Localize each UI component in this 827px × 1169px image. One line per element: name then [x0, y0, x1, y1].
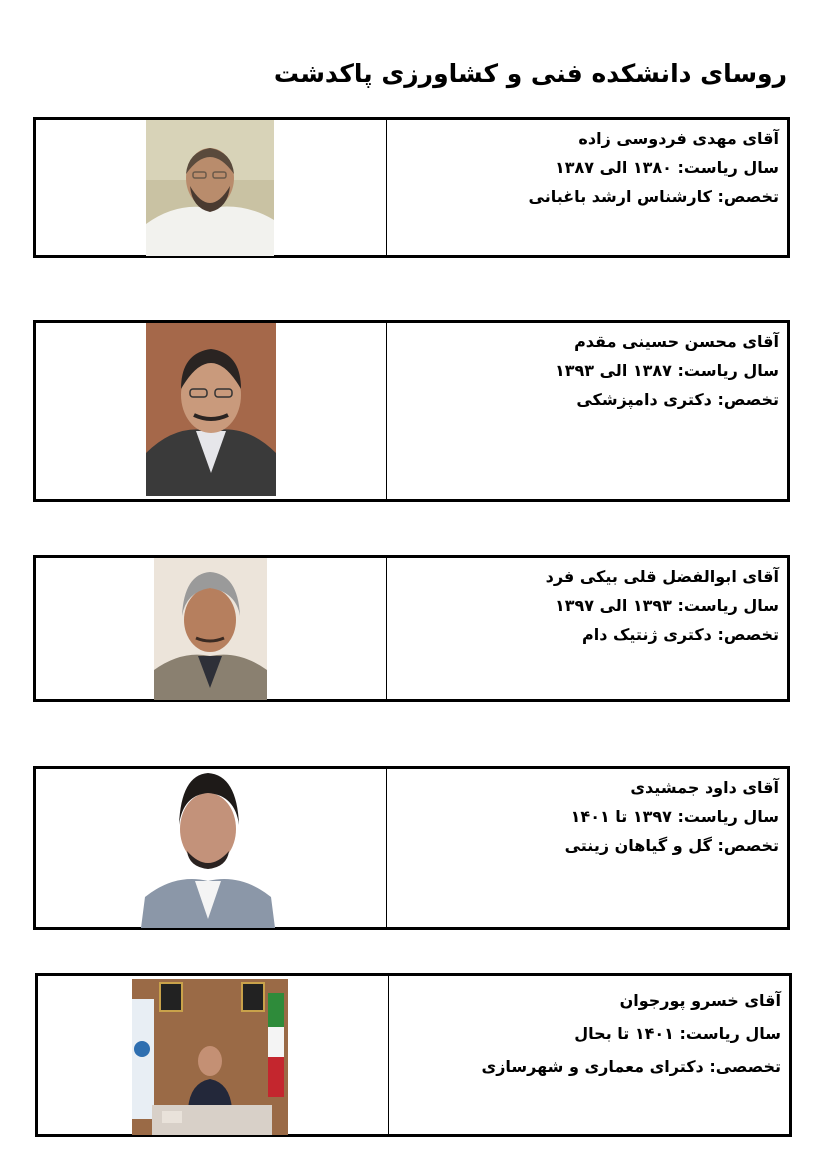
specialty-line: تخصص: کارشناس ارشد باغبانی [528, 187, 779, 206]
term-label: سال ریاست [683, 361, 779, 380]
president-photo [132, 979, 288, 1135]
president-name: آقای محسن حسینی مقدم [574, 332, 779, 351]
photo-cell [38, 976, 389, 1134]
president-info [387, 558, 787, 699]
president-card [33, 555, 790, 702]
term-label: سال ریاست [683, 596, 779, 615]
president-card [33, 766, 790, 930]
photo-cell [36, 323, 387, 499]
specialty-value: دکتری دامپزشکی [576, 390, 712, 409]
president-photo [141, 769, 275, 928]
page-title: روسای دانشکده فنی و کشاورزی پاکدشت [273, 59, 787, 88]
term-label: سال ریاست [685, 1024, 781, 1043]
president-photo [146, 323, 276, 496]
specialty-line: تخصص: دکتری ژنتیک دام [582, 625, 779, 644]
president-name: آقای داود جمشیدی [630, 778, 779, 797]
specialty-line: تخصص: گل و گیاهان زینتی [564, 836, 779, 855]
term-label: سال ریاست [683, 807, 779, 826]
president-card [33, 320, 790, 502]
specialty-line: تخصصی: دکترای معماری و شهرسازی [481, 1057, 781, 1076]
photo-cell [36, 558, 387, 699]
specialty-label: تخصص [723, 836, 779, 855]
term-line: سال ریاست: ۱۴۰۱ تا بحال [574, 1024, 781, 1043]
photo-cell [36, 769, 387, 927]
specialty-label: تخصص [723, 390, 779, 409]
president-card [35, 973, 792, 1137]
photo-cell [36, 120, 387, 255]
term-value: ۱۳۸۷ الی ۱۳۹۳ [554, 361, 672, 380]
term-value: ۱۳۹۳ الی ۱۳۹۷ [554, 596, 672, 615]
term-line: سال ریاست: ۱۳۸۰ الی ۱۳۸۷ [554, 158, 779, 177]
term-line: سال ریاست: ۱۳۹۳ الی ۱۳۹۷ [554, 596, 779, 615]
term-value: ۱۳۸۰ الی ۱۳۸۷ [554, 158, 672, 177]
president-card [33, 117, 790, 258]
term-line: سال ریاست: ۱۳۹۷ تا ۱۴۰۱ [570, 807, 779, 826]
specialty-value: کارشناس ارشد باغبانی [528, 187, 712, 206]
specialty-line: تخصص: دکتری دامپزشکی [576, 390, 779, 409]
term-line: سال ریاست: ۱۳۸۷ الی ۱۳۹۳ [554, 361, 779, 380]
specialty-label: تخصصی [715, 1057, 781, 1076]
president-photo [146, 120, 274, 256]
term-label: سال ریاست [683, 158, 779, 177]
president-info [387, 323, 787, 499]
president-info [387, 769, 787, 927]
specialty-value: گل و گیاهان زینتی [564, 836, 712, 855]
term-value: ۱۴۰۱ تا بحال [574, 1024, 674, 1043]
president-info [387, 120, 787, 255]
president-name: آقای ابوالفضل قلی بیکی فرد [545, 567, 779, 586]
term-value: ۱۳۹۷ تا ۱۴۰۱ [570, 807, 672, 826]
president-name: آقای مهدی فردوسی زاده [578, 129, 779, 148]
specialty-label: تخصص [723, 625, 779, 644]
president-info [389, 976, 789, 1134]
president-photo [154, 558, 267, 700]
specialty-value: دکتری ژنتیک دام [582, 625, 712, 644]
specialty-label: تخصص [723, 187, 779, 206]
president-name: آقای خسرو پورجوان [619, 991, 781, 1010]
specialty-value: دکترای معماری و شهرسازی [481, 1057, 704, 1076]
